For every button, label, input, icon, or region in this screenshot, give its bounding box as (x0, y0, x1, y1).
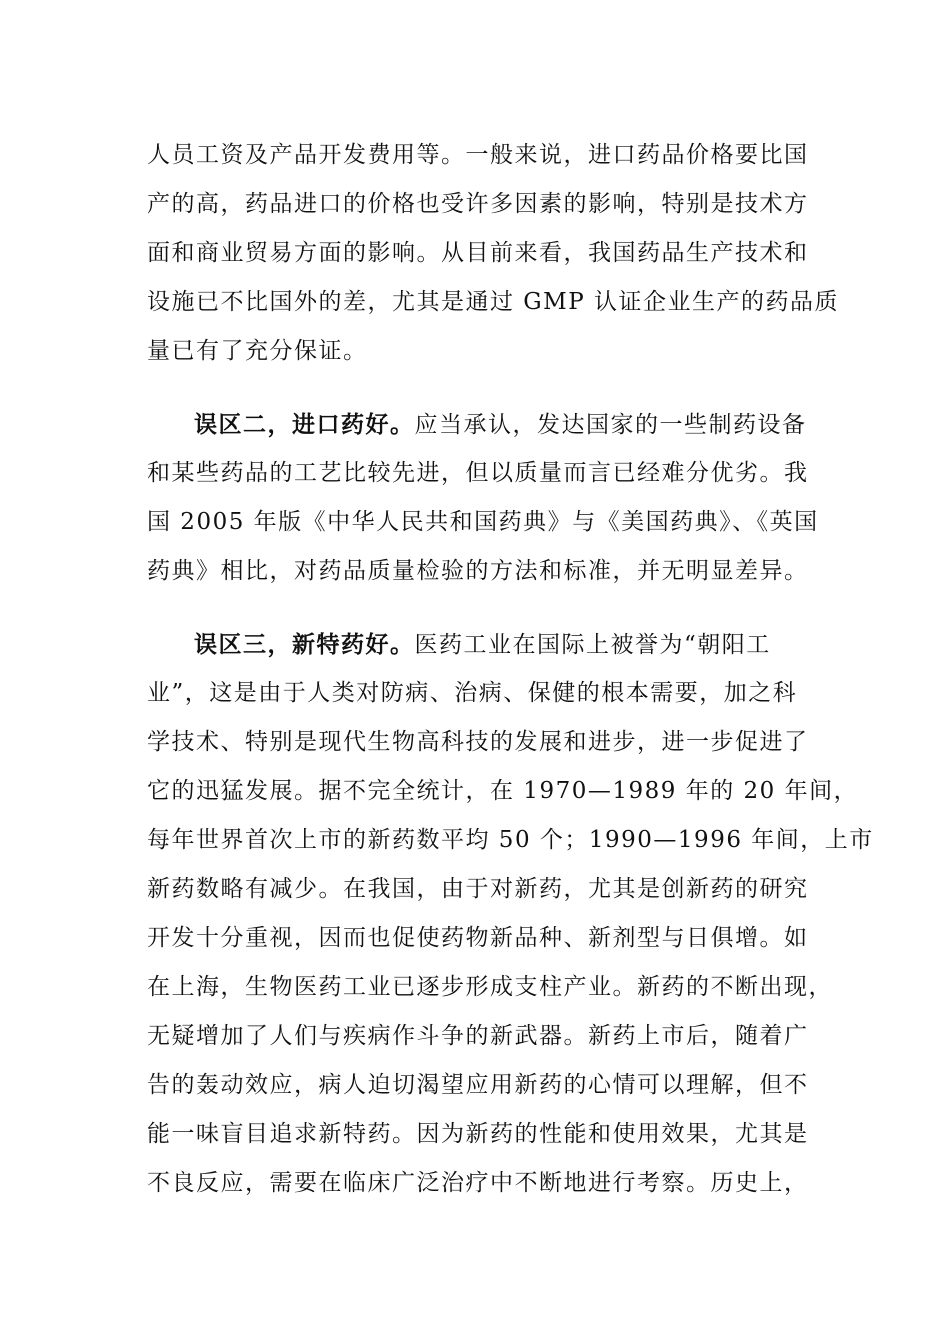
text-line: 国 2005 年版《中华人民共和国药典》与《美国药典》、《英国 (147, 509, 819, 535)
text-line-first (147, 620, 807, 669)
text-line: 人员工资及产品开发费用等。一般来说，进口药品价格要比国 (147, 142, 809, 168)
text-line: 每年世界首次上市的新药数平均 50 个；1990—1996 年间，上市 (147, 827, 874, 853)
text-line: 业”，这是由于人类对防病、治病、保健的根本需要，加之科 (147, 680, 798, 706)
paragraph-myth-three (147, 620, 874, 1208)
text-line-first (147, 400, 807, 449)
text-line: 量已有了充分保证。 (147, 338, 368, 364)
text-line: 药典》相比，对药品质量检验的方法和标准，并无明显差异。 (147, 558, 809, 584)
text-line: 产的高，药品进口的价格也受许多因素的影响，特别是技术方 (147, 191, 809, 217)
text-line: 告的轰动效应，病人迫切渴望应用新药的心情可以理解，但不 (147, 1072, 809, 1098)
text-line: 和某些药品的工艺比较先进，但以质量而言已经难分优劣。我 (147, 460, 809, 486)
text-line: 在上海，生物医药工业已逐步形成支柱产业。新药的不断出现， (147, 974, 833, 1000)
text-line: 学技术、特别是现代生物高科技的发展和进步，进一步促进了 (147, 729, 809, 755)
text-line: 无疑增加了人们与疾病作斗争的新武器。新药上市后，随着广 (147, 1023, 809, 1049)
text-line: 它的迅猛发展。据不完全统计，在 1970—1989 年的 20 年间， (147, 778, 859, 804)
paragraph-myth-two (147, 400, 819, 596)
paragraph-price-continuation (147, 131, 840, 376)
text-line: 新药数略有减少。在我国，由于对新药，尤其是创新药的研究 (147, 876, 809, 902)
myth-two-heading: 误区二，进口药好。 (194, 411, 415, 438)
text-line: 开发十分重视，因而也促使药物新品种、新剂型与日俱增。如 (147, 925, 809, 951)
text-line-rest: 医药工业在国际上被誉为“朝阳工 (414, 632, 771, 658)
text-line: 面和商业贸易方面的影响。从目前来看，我国药品生产技术和 (147, 240, 809, 266)
text-line-rest: 应当承认，发达国家的一些制药设备 (414, 412, 807, 438)
myth-three-heading: 误区三，新特药好。 (194, 631, 415, 658)
text-line: 不良反应，需要在临床广泛治疗中不断地进行考察。历史上， (147, 1170, 809, 1196)
text-line: 能一味盲目追求新特药。因为新药的性能和使用效果，尤其是 (147, 1121, 809, 1147)
text-line: 设施已不比国外的差，尤其是通过 GMP 认证企业生产的药品质 (147, 289, 840, 315)
